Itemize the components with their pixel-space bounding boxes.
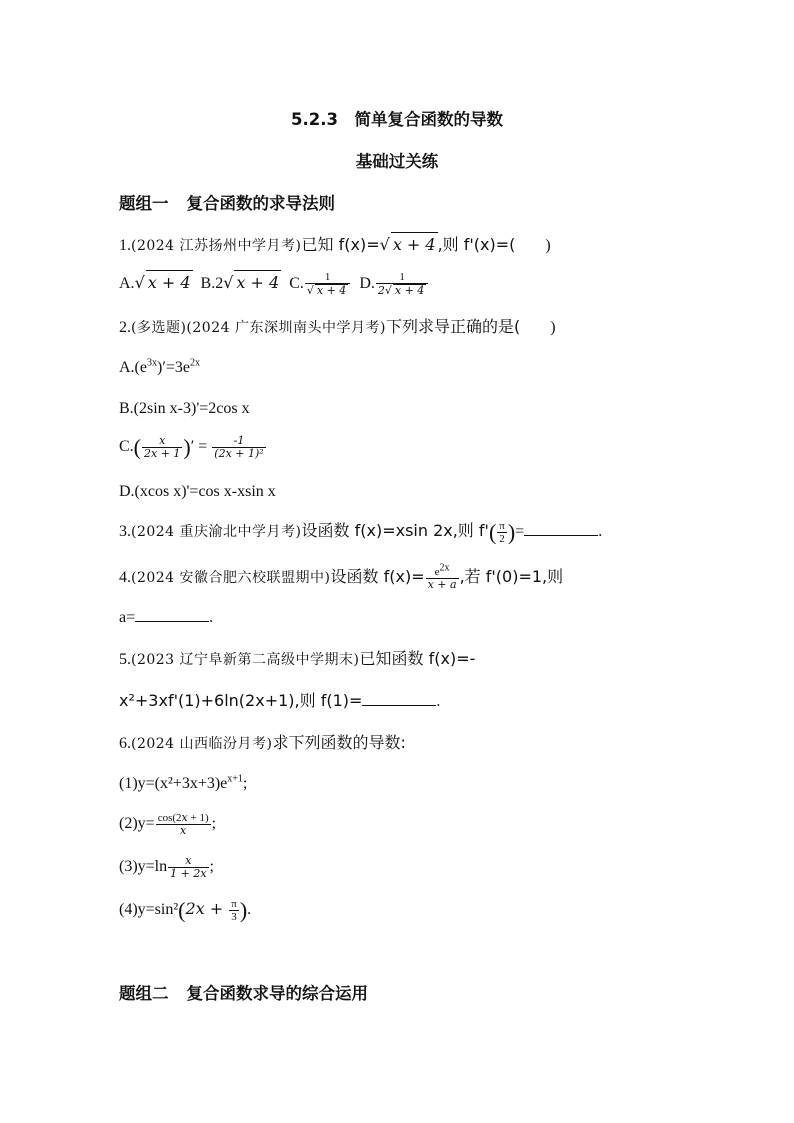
question-1-options: A.√ x + 4 B.2√ x + 4 C. $\frac{1}{√ x + 4}$ D. $\frac{1}{2√ x + 4}$	[119, 270, 429, 297]
question-2-option-d: D.(xcos x)'=cos x-xsin x	[119, 483, 276, 500]
question-1: 1.(2024 江苏扬州中学月考)已知 f(x)=√ x + 4 ,则 f'(x)=( )	[119, 232, 551, 258]
question-6-part-3: (3)y=ln $\frac{x}{1 + 2x}$ ;	[119, 854, 214, 880]
group-heading-2: 题组二 复合函数求导的综合运用	[119, 984, 368, 1003]
question-6-part-4: (4)y=sin²(2x + $\frac{\pi}{3}$ ).	[119, 897, 252, 923]
question-6: 6.(2024 山西临汾月考)求下列函数的导数:	[119, 733, 406, 752]
group-heading-1: 题组一 复合函数的求导法则	[119, 194, 335, 213]
question-5-line-2: x²+3xf'(1)+6ln(2x+1),则 f(1)= .	[119, 691, 441, 710]
page-subtitle: 基础过关练	[355, 152, 439, 171]
question-6-part-1: $(1)y=(x^2+3x+3)e^{x+1}$;	[119, 773, 248, 792]
page-title: 5.2.3 简单复合函数的导数	[291, 110, 503, 129]
question-2-option-a: $A.(e^{3x})'=3e^{2x}$	[119, 357, 200, 376]
question-4-line-2: a= .	[119, 609, 214, 626]
question-2-option-c: C.( $\frac{x}{2x + 1}$ )′ = $\frac{-1}{\text{(2x + 1)²}}$	[119, 434, 264, 460]
question-5: 5.(2023 辽宁阜新第二高级中学期末)已知函数 f(x)=-	[119, 649, 476, 668]
question-2: 2.(多选题)(2024 广东深圳南头中学月考)下列求导正确的是( )	[119, 317, 556, 336]
question-6-part-2: (2)y= $\frac{\cos(2x + 1)}{x}$ ;	[119, 811, 217, 837]
question-3: 3.(2024 重庆渝北中学月考)设函数 f(x)=xsin 2x,则 f'( $\frac{\pi}{2}$ )= .	[119, 519, 603, 545]
question-2-option-b: B.(2sin x-3)'=2cos x	[119, 400, 250, 417]
question-4: 4.(2024 安徽合肥六校联盟期中)设函数 f(x)= $\frac{e^{2x}}{x + a}$ ,若 f'(0)=1,则	[119, 562, 564, 591]
